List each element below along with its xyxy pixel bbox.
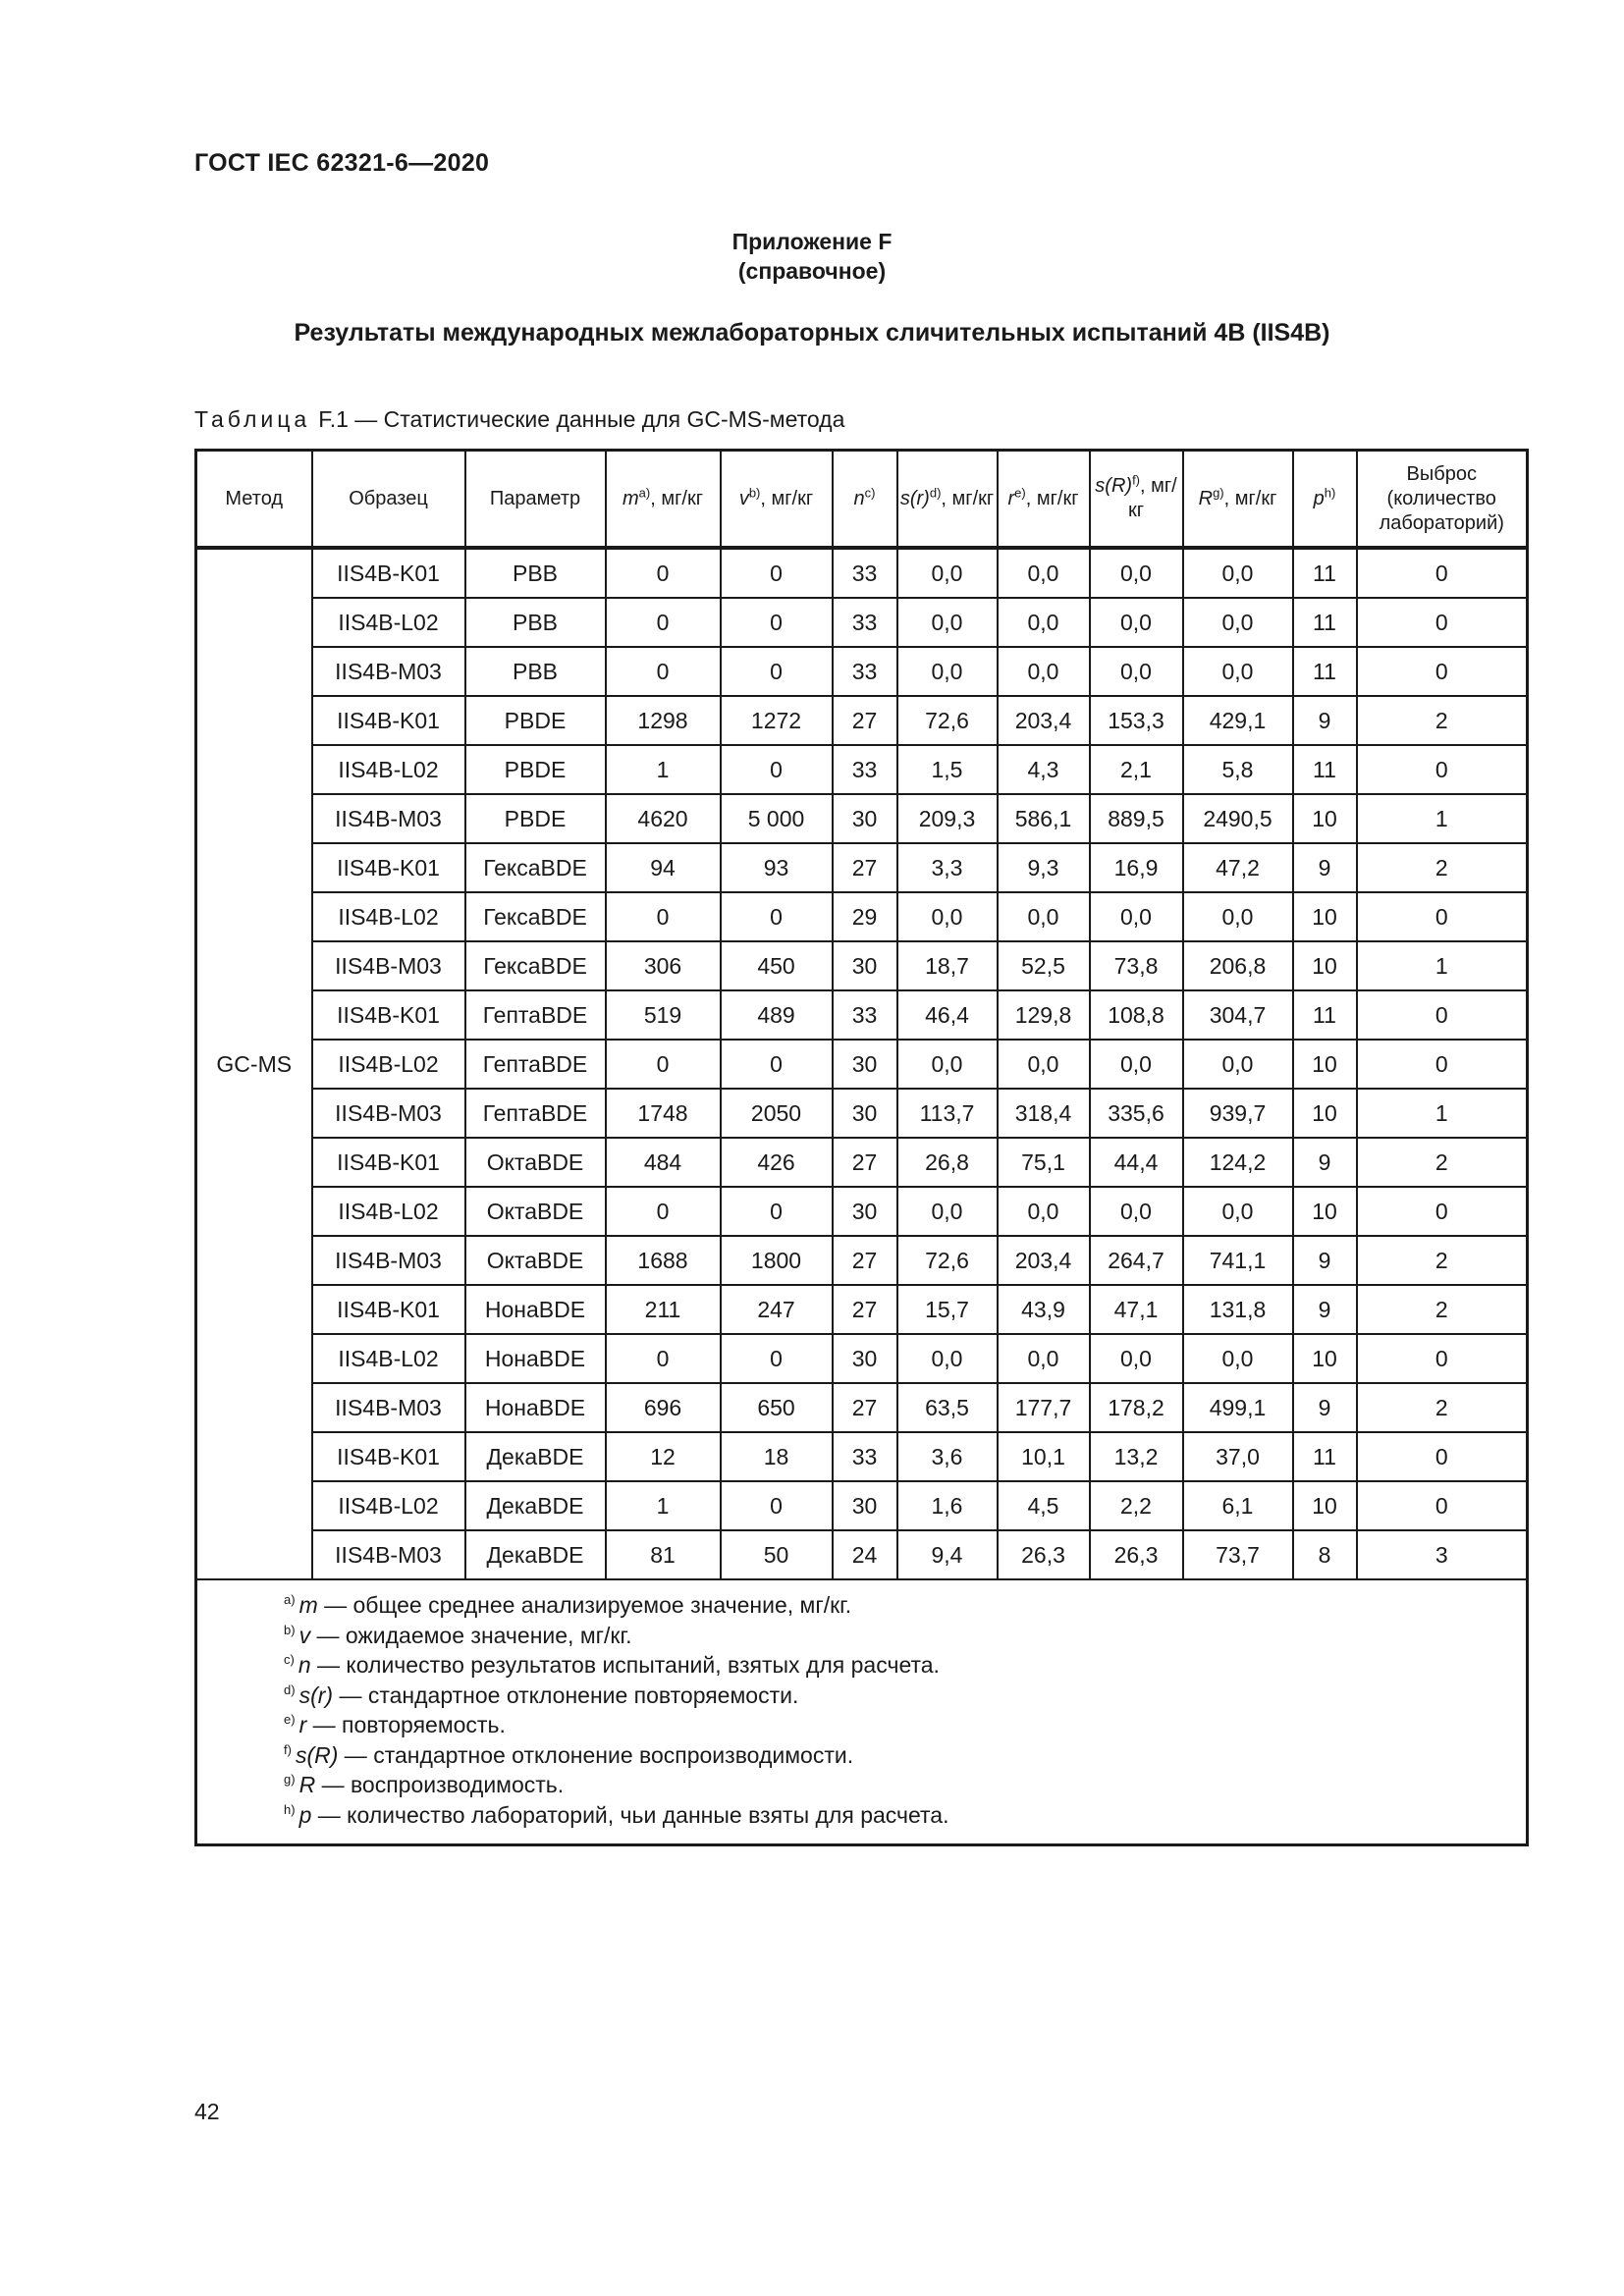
cell-parameter: ГексаBDE [465,843,606,892]
cell-r: 9,3 [998,843,1090,892]
cell-R: 0,0 [1183,1334,1293,1383]
cell-v: 489 [721,990,833,1040]
cell-sR: 108,8 [1090,990,1183,1040]
cell-outlier: 0 [1357,1187,1528,1236]
cell-R: 0,0 [1183,647,1293,696]
cell-parameter: PBB [465,598,606,647]
cell-sR: 0,0 [1090,892,1183,941]
cell-p: 9 [1293,1383,1357,1432]
cell-m: 1 [606,745,721,794]
cell-m: 0 [606,647,721,696]
cell-parameter: ГептаBDE [465,990,606,1040]
cell-sR: 0,0 [1090,1334,1183,1383]
table-row [196,1138,1528,1187]
cell-parameter: ДекаBDE [465,1481,606,1530]
cell-p: 10 [1293,1334,1357,1383]
cell-R: 741,1 [1183,1236,1293,1285]
cell-sR: 44,4 [1090,1138,1183,1187]
cell-r: 10,1 [998,1432,1090,1481]
cell-sample: IIS4B-M03 [312,1236,465,1285]
page-number: 42 [194,2099,220,2124]
cell-p: 10 [1293,1187,1357,1236]
cell-outlier: 0 [1357,598,1528,647]
cell-r: 52,5 [998,941,1090,990]
cell-n: 27 [833,1138,897,1187]
cell-n: 30 [833,1040,897,1089]
cell-sample: IIS4B-K01 [312,1285,465,1334]
cell-p: 9 [1293,1285,1357,1334]
cell-n: 30 [833,1187,897,1236]
cell-outlier: 0 [1357,647,1528,696]
cell-v: 426 [721,1138,833,1187]
cell-p: 10 [1293,1040,1357,1089]
header-sR: $s(R)^{f)}$, мг/кг [1090,451,1183,549]
cell-m: 0 [606,892,721,941]
cell-sr: 3,6 [897,1432,998,1481]
header-n: $n^{c)}$ [833,451,897,549]
cell-sample: IIS4B-K01 [312,1138,465,1187]
table-caption-text: F.1 — Статистические данные для GC-MS-метода [318,406,845,432]
cell-R: 304,7 [1183,990,1293,1040]
cell-m: 81 [606,1530,721,1579]
cell-outlier: 1 [1357,941,1528,990]
cell-R: 124,2 [1183,1138,1293,1187]
cell-parameter: НонаBDE [465,1334,606,1383]
cell-n: 30 [833,941,897,990]
cell-sR: 0,0 [1090,647,1183,696]
cell-outlier: 3 [1357,1530,1528,1579]
cell-R: 0,0 [1183,892,1293,941]
cell-sample: IIS4B-L02 [312,1481,465,1530]
cell-sR: 335,6 [1090,1089,1183,1138]
table-row [196,696,1528,745]
cell-sample: IIS4B-K01 [312,843,465,892]
cell-v: 93 [721,843,833,892]
footnote: $^{g)}$ R — воспроизводимость. [284,1772,565,1797]
table-row [196,1383,1528,1432]
cell-sr: 72,6 [897,696,998,745]
cell-R: 37,0 [1183,1432,1293,1481]
cell-sR: 47,1 [1090,1285,1183,1334]
cell-sr: 46,4 [897,990,998,1040]
cell-p: 11 [1293,745,1357,794]
cell-r: 0,0 [998,598,1090,647]
cell-m: 696 [606,1383,721,1432]
cell-n: 27 [833,1236,897,1285]
cell-r: 129,8 [998,990,1090,1040]
cell-parameter: PBDE [465,745,606,794]
table-row [196,1530,1528,1579]
cell-m: 0 [606,1334,721,1383]
cell-sample: IIS4B-L02 [312,1334,465,1383]
cell-sR: 26,3 [1090,1530,1183,1579]
cell-sample: IIS4B-K01 [312,1432,465,1481]
cell-p: 11 [1293,598,1357,647]
table-row [196,990,1528,1040]
cell-outlier: 2 [1357,843,1528,892]
cell-p: 10 [1293,794,1357,843]
cell-outlier: 0 [1357,745,1528,794]
cell-m: 0 [606,598,721,647]
cell-sR: 0,0 [1090,548,1183,598]
cell-outlier: 2 [1357,1383,1528,1432]
cell-sample: IIS4B-K01 [312,990,465,1040]
cell-sample: IIS4B-L02 [312,892,465,941]
footnote: $^{d)}$ s(r) — стандартное отклонение повторяемости. [284,1682,799,1708]
cell-n: 27 [833,696,897,745]
cell-parameter: PBDE [465,794,606,843]
cell-parameter: ГексаBDE [465,941,606,990]
cell-parameter: ОктаBDE [465,1187,606,1236]
footnote: $^{c)}$ n — количество результатов испытаний, взятых для расчета. [284,1652,940,1678]
cell-n: 27 [833,1285,897,1334]
cell-r: 0,0 [998,647,1090,696]
cell-n: 33 [833,990,897,1040]
cell-sR: 889,5 [1090,794,1183,843]
table-row [196,892,1528,941]
table-row [196,1285,1528,1334]
cell-parameter: ДекаBDE [465,1432,606,1481]
cell-R: 2490,5 [1183,794,1293,843]
cell-parameter: ОктаBDE [465,1236,606,1285]
cell-sr: 209,3 [897,794,998,843]
cell-r: 4,5 [998,1481,1090,1530]
cell-sr: 0,0 [897,647,998,696]
cell-p: 9 [1293,1138,1357,1187]
cell-m: 1688 [606,1236,721,1285]
cell-v: 50 [721,1530,833,1579]
cell-sr: 0,0 [897,598,998,647]
header-v: $v^{b)}$, мг/кг [721,451,833,549]
cell-r: 4,3 [998,745,1090,794]
cell-sr: 3,3 [897,843,998,892]
cell-R: 73,7 [1183,1530,1293,1579]
cell-outlier: 0 [1357,548,1528,598]
footnote: $^{e)}$ r — повторяемость. [284,1712,506,1737]
cell-sr: 15,7 [897,1285,998,1334]
cell-R: 0,0 [1183,548,1293,598]
cell-n: 30 [833,1481,897,1530]
cell-m: 1 [606,1481,721,1530]
cell-p: 9 [1293,843,1357,892]
cell-v: 0 [721,1040,833,1089]
footnote: $^{f)}$ s(R) — стандартное отклонение воспроизводимости. [284,1741,854,1768]
footnote: $^{h)}$ p — количество лабораторий, чьи данные взяты для расчета. [284,1801,949,1828]
cell-R: 0,0 [1183,1187,1293,1236]
cell-r: 0,0 [998,892,1090,941]
table-caption-prefix: Таблица [194,406,311,432]
cell-v: 0 [721,1481,833,1530]
cell-n: 27 [833,843,897,892]
cell-sample: IIS4B-L02 [312,745,465,794]
cell-r: 0,0 [998,1040,1090,1089]
cell-outlier: 2 [1357,1138,1528,1187]
cell-sr: 63,5 [897,1383,998,1432]
cell-outlier: 0 [1357,1481,1528,1530]
cell-outlier: 0 [1357,1334,1528,1383]
cell-n: 29 [833,892,897,941]
cell-sr: 1,6 [897,1481,998,1530]
cell-n: 30 [833,794,897,843]
cell-sR: 2,2 [1090,1481,1183,1530]
cell-r: 75,1 [998,1138,1090,1187]
cell-v: 0 [721,598,833,647]
cell-sample: IIS4B-M03 [312,1530,465,1579]
header-R: $R^{g)}$, мг/кг [1183,451,1293,549]
cell-n: 33 [833,647,897,696]
cell-R: 0,0 [1183,598,1293,647]
cell-r: 203,4 [998,696,1090,745]
cell-r: 586,1 [998,794,1090,843]
cell-outlier: 0 [1357,892,1528,941]
cell-v: 1800 [721,1236,833,1285]
cell-v: 2050 [721,1089,833,1138]
cell-parameter: ГептаBDE [465,1089,606,1138]
table-row [196,1481,1528,1530]
cell-parameter: ОктаBDE [465,1138,606,1187]
cell-sample: IIS4B-K01 [312,696,465,745]
cell-outlier: 1 [1357,794,1528,843]
statistics-table [194,449,1529,1846]
table-row [196,1040,1528,1089]
table-body [196,548,1528,1579]
table-row [196,1432,1528,1481]
cell-sR: 0,0 [1090,598,1183,647]
cell-sr: 0,0 [897,892,998,941]
table-row [196,548,1528,598]
cell-r: 318,4 [998,1089,1090,1138]
cell-sR: 153,3 [1090,696,1183,745]
cell-sR: 16,9 [1090,843,1183,892]
annex-subtitle: (справочное) [737,258,887,284]
annex-title: Приложение F [731,229,893,254]
cell-r: 0,0 [998,1334,1090,1383]
cell-p: 8 [1293,1530,1357,1579]
table-row [196,598,1528,647]
cell-outlier: 2 [1357,1236,1528,1285]
header-parameter: Параметр [465,451,606,549]
cell-sr: 9,4 [897,1530,998,1579]
cell-n: 33 [833,1432,897,1481]
cell-sr: 0,0 [897,1334,998,1383]
cell-sR: 0,0 [1090,1187,1183,1236]
cell-n: 30 [833,1089,897,1138]
cell-sample: IIS4B-M03 [312,1089,465,1138]
header-p: $p^{h)}$ [1293,451,1357,549]
cell-outlier: 0 [1357,1040,1528,1089]
cell-sR: 178,2 [1090,1383,1183,1432]
cell-n: 30 [833,1334,897,1383]
cell-p: 11 [1293,1432,1357,1481]
cell-p: 11 [1293,647,1357,696]
cell-m: 1298 [606,696,721,745]
cell-parameter: ГептаBDE [465,1040,606,1089]
cell-r: 177,7 [998,1383,1090,1432]
cell-p: 10 [1293,1089,1357,1138]
cell-sample: IIS4B-M03 [312,647,465,696]
cell-sR: 13,2 [1090,1432,1183,1481]
cell-parameter: PBDE [465,696,606,745]
cell-p: 11 [1293,548,1357,598]
cell-p: 10 [1293,892,1357,941]
cell-sr: 113,7 [897,1089,998,1138]
cell-parameter: PBB [465,647,606,696]
table-row [196,941,1528,990]
header-sr: $s(r)^{d)}$, мг/кг [897,451,998,549]
cell-sample: IIS4B-L02 [312,1187,465,1236]
table-header-row [196,451,1528,549]
cell-p: 10 [1293,1481,1357,1530]
table-row [196,745,1528,794]
cell-p: 11 [1293,990,1357,1040]
cell-m: 0 [606,1040,721,1089]
cell-m: 211 [606,1285,721,1334]
cell-R: 47,2 [1183,843,1293,892]
cell-m: 4620 [606,794,721,843]
table-row [196,1334,1528,1383]
cell-sample: IIS4B-K01 [312,548,465,598]
header-sample: Образец [312,451,465,549]
cell-m: 306 [606,941,721,990]
cell-R: 5,8 [1183,745,1293,794]
footnote: $^{a)}$ m — общее среднее анализируемое значение, мг/кг. [284,1592,852,1618]
cell-v: 0 [721,647,833,696]
cell-m: 94 [606,843,721,892]
cell-parameter: НонаBDE [465,1383,606,1432]
cell-v: 0 [721,1334,833,1383]
cell-m: 0 [606,1187,721,1236]
cell-sample: IIS4B-M03 [312,941,465,990]
cell-parameter: ГексаBDE [465,892,606,941]
annex-heading [0,227,1624,286]
table-caption [194,406,844,433]
header-m: $m^{a)}$, мг/кг [606,451,721,549]
cell-r: 26,3 [998,1530,1090,1579]
cell-sample: IIS4B-L02 [312,1040,465,1089]
cell-sr: 72,6 [897,1236,998,1285]
cell-r: 43,9 [998,1285,1090,1334]
notes-row [196,1579,1528,1845]
cell-R: 206,8 [1183,941,1293,990]
cell-sample: IIS4B-M03 [312,794,465,843]
cell-outlier: 0 [1357,990,1528,1040]
cell-v: 0 [721,892,833,941]
document-code: ГОСТ IEC 62321-6—2020 [194,149,490,177]
cell-n: 24 [833,1530,897,1579]
cell-m: 0 [606,548,721,598]
cell-sR: 0,0 [1090,1040,1183,1089]
table-row [196,1089,1528,1138]
cell-sr: 18,7 [897,941,998,990]
cell-r: 0,0 [998,1187,1090,1236]
cell-parameter: PBB [465,548,606,598]
cell-v: 1272 [721,696,833,745]
cell-R: 131,8 [1183,1285,1293,1334]
cell-sample: IIS4B-M03 [312,1383,465,1432]
cell-sR: 73,8 [1090,941,1183,990]
cell-sr: 0,0 [897,548,998,598]
cell-p: 9 [1293,696,1357,745]
cell-m: 519 [606,990,721,1040]
cell-parameter: ДекаBDE [465,1530,606,1579]
cell-v: 0 [721,1187,833,1236]
header-outlier: Выброс (количество лабораторий) [1357,451,1528,549]
cell-sr: 1,5 [897,745,998,794]
cell-v: 650 [721,1383,833,1432]
cell-v: 5 000 [721,794,833,843]
cell-outlier: 1 [1357,1089,1528,1138]
cell-R: 499,1 [1183,1383,1293,1432]
table-row [196,794,1528,843]
cell-m: 484 [606,1138,721,1187]
header-r: $r^{e)}$, мг/кг [998,451,1090,549]
table-row [196,647,1528,696]
table-footnotes [196,1579,1528,1845]
cell-R: 0,0 [1183,1040,1293,1089]
cell-R: 939,7 [1183,1089,1293,1138]
table-row [196,843,1528,892]
footnote: $^{b)}$ v — ожидаемое значение, мг/кг. [284,1622,632,1648]
table-row [196,1187,1528,1236]
cell-R: 6,1 [1183,1481,1293,1530]
cell-v: 0 [721,548,833,598]
cell-r: 0,0 [998,548,1090,598]
cell-p: 9 [1293,1236,1357,1285]
cell-sR: 2,1 [1090,745,1183,794]
cell-v: 247 [721,1285,833,1334]
cell-sr: 0,0 [897,1187,998,1236]
cell-n: 33 [833,745,897,794]
cell-r: 203,4 [998,1236,1090,1285]
cell-v: 0 [721,745,833,794]
cell-v: 18 [721,1432,833,1481]
cell-n: 33 [833,548,897,598]
cell-outlier: 2 [1357,696,1528,745]
cell-m: 12 [606,1432,721,1481]
cell-v: 450 [721,941,833,990]
cell-n: 33 [833,598,897,647]
cell-n: 27 [833,1383,897,1432]
cell-p: 10 [1293,941,1357,990]
table-row [196,1236,1528,1285]
cell-sample: IIS4B-L02 [312,598,465,647]
cell-sR: 264,7 [1090,1236,1183,1285]
cell-R: 429,1 [1183,696,1293,745]
cell-m: 1748 [606,1089,721,1138]
cell-method: GC-MS [196,548,312,1579]
cell-sr: 0,0 [897,1040,998,1089]
cell-parameter: НонаBDE [465,1285,606,1334]
header-method: Метод [196,451,312,549]
cell-sr: 26,8 [897,1138,998,1187]
cell-outlier: 0 [1357,1432,1528,1481]
report-title: Результаты международных межлабораторных сличительных испытаний 4В (IIS4B) [294,319,1330,347]
cell-outlier: 2 [1357,1285,1528,1334]
